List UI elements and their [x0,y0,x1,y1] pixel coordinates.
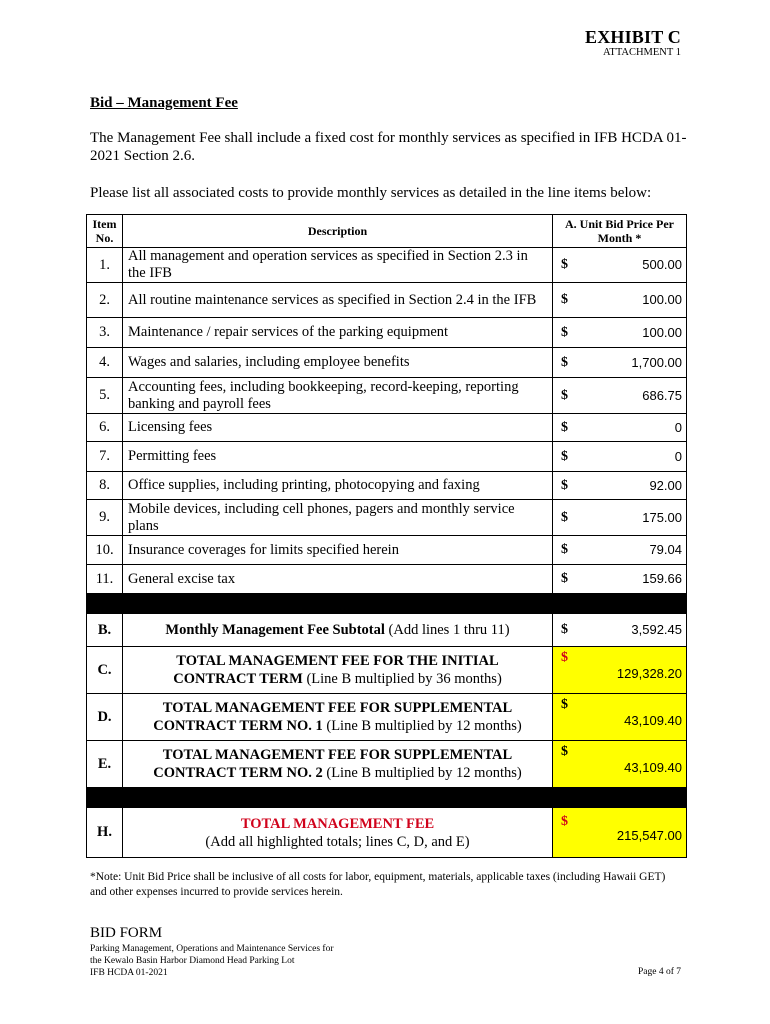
total-price [553,694,687,741]
table-row [87,536,687,565]
separator-bar [87,788,687,808]
subtotal-amount: 3,592.45 [631,622,682,637]
currency-sign: $ [561,477,568,493]
row-amount: 686.75 [642,387,682,403]
row-number: 2. [87,283,123,318]
total-line1: TOTAL MANAGEMENT FEE FOR SUPPLEMENTAL [162,747,513,763]
row-description: All routine maintenance services as specified in Section 2.4 in the IFB [123,283,553,318]
grand-total-price [553,808,687,858]
row-description: Insurance coverages for limits specified herein [123,536,553,565]
row-price [553,283,687,318]
subtotal-row [87,614,687,647]
total-line2-rest: (Line B multiplied by 12 months) [322,765,522,781]
table-row [87,378,687,414]
bid-form-title: BID FORM [90,925,163,941]
row-price [553,318,687,348]
row-price [553,248,687,283]
row-price [553,565,687,594]
attachment-label: ATTACHMENT 1 [602,47,681,58]
row-price [553,536,687,565]
grand-total-label [123,808,553,858]
row-number: 11. [87,565,123,594]
row-number: 4. [87,348,123,378]
header-item-no: Item No. [87,215,123,248]
row-number: 10. [87,536,123,565]
row-description: Licensing fees [123,414,553,442]
bid-table [86,214,687,858]
currency-sign: $ [561,649,568,665]
intro-paragraph: The Management Fee shall include a fixed cost for monthly services as specified in IFB HCDA 01-2021 Section 2.6. [90,130,687,164]
table-row [87,318,687,348]
row-id: B. [87,614,123,647]
currency-sign: $ [561,354,568,370]
row-number: 1. [87,248,123,283]
grand-total-line2: (Add all highlighted totals; lines C, D, and E) [205,833,470,850]
footer-text [90,943,334,979]
row-description: Accounting fees, including bookkeeping, record-keeping, reporting banking and payroll fees [123,378,553,414]
total-label [123,647,553,694]
black-bar [87,788,687,808]
row-amount: 500.00 [642,257,682,272]
currency-sign: $ [561,387,568,403]
table-row [87,500,687,536]
subtotal-label [123,614,553,647]
total-row [87,741,687,788]
section-title: Bid – Management Fee [90,95,238,111]
table-row [87,565,687,594]
total-label [123,741,553,788]
row-amount: 0 [674,419,682,435]
row-description: Mobile devices, including cell phones, pagers and monthly service plans [123,500,553,536]
total-price [553,741,687,788]
row-description: Permitting fees [123,442,553,472]
footer-line3: IFB HCDA 01-2021 [90,968,168,978]
row-amount: 92.00 [649,477,682,493]
currency-sign: $ [561,743,568,759]
row-description: General excise tax [123,565,553,594]
row-price [553,442,687,472]
grand-total-line1: TOTAL MANAGEMENT FEE [240,815,435,832]
table-row [87,472,687,500]
table-row [87,283,687,318]
footer-line1: Parking Management, Operations and Maintenance Services for [90,944,334,954]
currency-sign: $ [561,448,568,464]
row-description: All management and operation services as specified in Section 2.3 in the IFB [123,248,553,283]
row-price [553,500,687,536]
row-price [553,414,687,442]
row-price [553,472,687,500]
row-description: Office supplies, including printing, photocopying and faxing [123,472,553,500]
page-number: Page 4 of 7 [637,967,681,977]
row-amount: 100.00 [642,292,682,307]
currency-sign: $ [561,419,568,435]
subtotal-label-rest: (Add lines 1 thru 11) [384,622,510,638]
row-amount: 79.04 [649,542,682,557]
total-line1: TOTAL MANAGEMENT FEE FOR SUPPLEMENTAL [162,700,513,716]
currency-sign: $ [561,324,568,340]
header-description: Description [123,215,553,248]
row-amount: 1,700.00 [631,354,682,370]
total-row [87,647,687,694]
total-label [123,694,553,741]
row-amount: 175.00 [642,509,682,525]
row-number: 5. [87,378,123,414]
total-line2-bold: CONTRACT TERM NO. 1 [153,718,323,734]
row-number: 7. [87,442,123,472]
total-price [553,647,687,694]
subtotal-label-bold: Monthly Management Fee Subtotal [165,622,385,638]
table-row [87,442,687,472]
row-price [553,348,687,378]
currency-sign: $ [561,509,568,525]
total-line1: TOTAL MANAGEMENT FEE FOR THE INITIAL [176,653,499,669]
currency-sign: $ [561,257,568,272]
row-id: E. [87,741,123,788]
separator-bar [87,594,687,614]
currency-sign: $ [561,292,568,307]
currency-sign: $ [561,622,568,637]
grand-total-amount: 215,547.00 [616,828,682,843]
table-row [87,348,687,378]
row-amount: 0 [674,448,682,464]
row-id: D. [87,694,123,741]
row-description: Maintenance / repair services of the parking equipment [123,318,553,348]
table-row [87,414,687,442]
row-number: 8. [87,472,123,500]
row-id: H. [87,808,123,858]
row-number: 6. [87,414,123,442]
black-bar [87,594,687,614]
total-line2-bold: CONTRACT TERM NO. 2 [153,765,323,781]
row-amount: 159.66 [642,571,682,586]
total-amount: 43,109.40 [624,712,682,728]
currency-sign: $ [561,696,568,712]
currency-sign: $ [561,571,568,586]
row-number: 3. [87,318,123,348]
grand-total-row [87,808,687,858]
footer-line2: the Kewalo Basin Harbor Diamond Head Parking Lot [90,956,295,966]
row-price [553,378,687,414]
total-amount: 43,109.40 [624,759,682,775]
instruction-paragraph: Please list all associated costs to provide monthly services as detailed in the line items below: [90,185,652,201]
total-amount: 129,328.20 [616,665,682,681]
currency-sign: $ [561,814,568,829]
row-id: C. [87,647,123,694]
subtotal-price [553,614,687,647]
row-amount: 100.00 [642,324,682,340]
currency-sign: $ [561,542,568,557]
total-row [87,694,687,741]
row-number: 9. [87,500,123,536]
table-row [87,248,687,283]
price-note: *Note: Unit Bid Price shall be inclusive of all costs for labor, equipment, materials, applicable taxes (including Hawaii GET) and other expenses incurred to provide services herein. [90,871,666,898]
total-line2-rest: (Line B multiplied by 36 months) [302,671,502,687]
header-unit-price: A. Unit Bid Price Per Month * [553,215,687,248]
exhibit-title: EXHIBIT C [584,27,681,47]
total-line2-rest: (Line B multiplied by 12 months) [322,718,522,734]
total-line2-bold: CONTRACT TERM [173,671,303,687]
row-description: Wages and salaries, including employee benefits [123,348,553,378]
